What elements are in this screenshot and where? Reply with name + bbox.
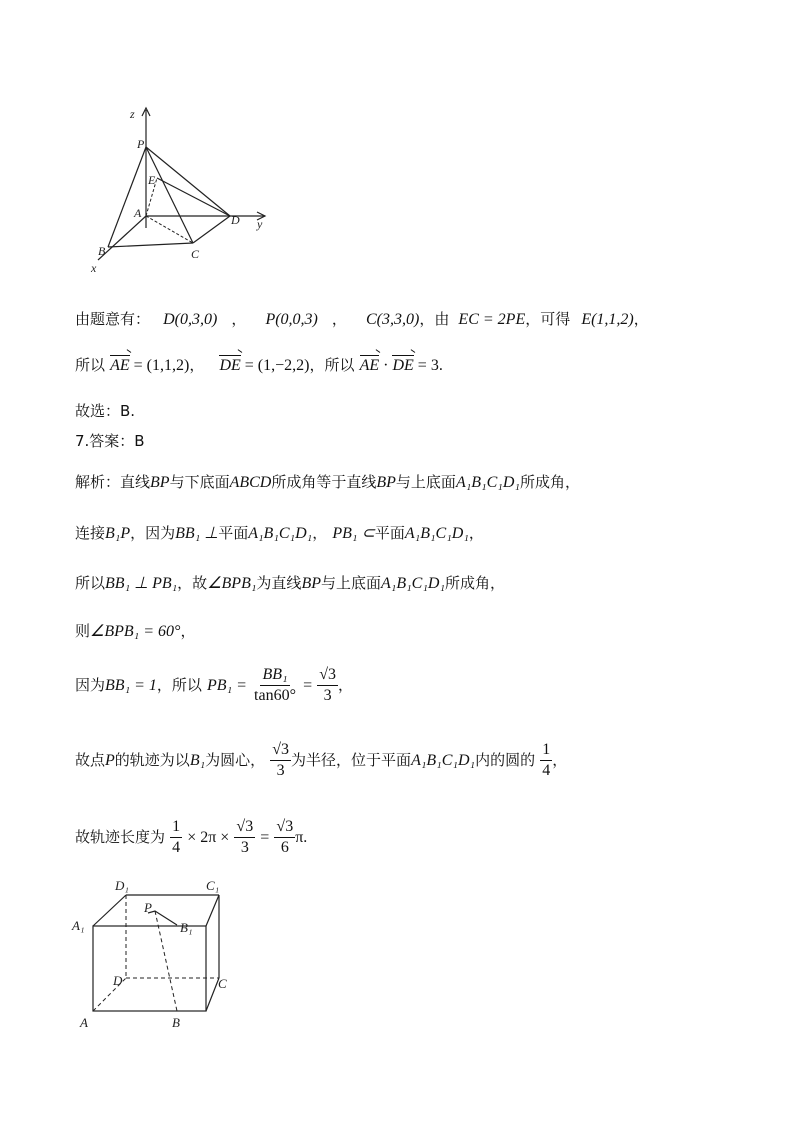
label-y: y — [257, 217, 263, 231]
line-vectors: 所以 AE = (1,1,2)， DE = (1,−2,2)，所以 AE · DE = 3. — [75, 356, 443, 374]
label-c: C — [191, 247, 200, 261]
label-a1: A₁ — [72, 918, 85, 933]
line-radius: 因为BB₁ = 1，所以 PB₁ = $\frac{\text{BB₁}}{\tan 60^\circ}$ = $\frac{√3}{3}$ ， — [75, 666, 353, 704]
pyramid-figure — [80, 100, 280, 280]
cube-front-face — [93, 926, 206, 1011]
line-analysis: 解析：直线BP与下底面ABCD所成角等于直线BP与上底面A₁B₁C₁D₁所成角， — [75, 473, 580, 491]
edge-pb — [108, 147, 146, 247]
label-d: D — [231, 213, 240, 227]
label-d: D — [113, 973, 123, 988]
segment-pb1 — [148, 911, 177, 925]
label-b: B — [98, 244, 106, 258]
label-x: x — [91, 261, 97, 275]
line-locus: 故点P的轨迹为以B₁为圆心， $\frac{√3}{3}$ 为半径，位于平面A₁B₁C₁D₁内的圆的 $\frac{1}{4}$ ， — [75, 741, 568, 779]
label-a: A — [134, 206, 142, 220]
label-b1: B₁ — [180, 920, 193, 935]
label-c1: C₁ — [206, 878, 220, 893]
label-z: z — [130, 107, 135, 121]
line-connect: 连接B₁P，因为BB₁ ⊥平面A₁B₁C₁D₁， PB₁ ⊂平面A₁B₁C₁D₁， — [75, 524, 484, 542]
line-length: 故轨迹长度为 $\frac{1}{4}$ × 2π × $\frac{√3}{3}$ = $\frac{√3}{6}$ π. — [75, 818, 308, 856]
answer-heading-7: 7.答案：B — [75, 432, 145, 450]
label-p: P — [137, 137, 145, 151]
cube-figure — [60, 870, 250, 1035]
edge-ed — [157, 178, 230, 216]
label-c: C — [218, 976, 227, 991]
vector-equation: EC = 2PE — [458, 311, 526, 328]
label-p: P — [144, 900, 152, 915]
line-angle-value: 则∠BPB₁ = 60°， — [75, 622, 196, 640]
vector-ae: AE — [110, 357, 130, 374]
edge-bc — [108, 243, 193, 247]
edge-pc — [146, 147, 193, 243]
edge-pd — [146, 147, 230, 216]
answer-choice-6: 故选：B. — [75, 402, 136, 420]
label-e: E — [148, 173, 156, 187]
label-d1: D₁ — [115, 878, 129, 893]
line-angle: 所以BB₁ ⊥ PB₁，故∠BPB₁为直线BP与上底面A₁B₁C₁D₁所成角， — [75, 574, 506, 592]
label-a: A — [80, 1015, 88, 1030]
line-coordinates: 由题意有： D(0,3,0) ， P(0,0,3) ， C(3,3,0)，由 EC = 2PE，可得 E(1,1,2)， — [75, 310, 649, 328]
label-b: B — [172, 1015, 180, 1030]
edge-cd — [193, 216, 230, 243]
vector-de: DE — [219, 357, 241, 374]
